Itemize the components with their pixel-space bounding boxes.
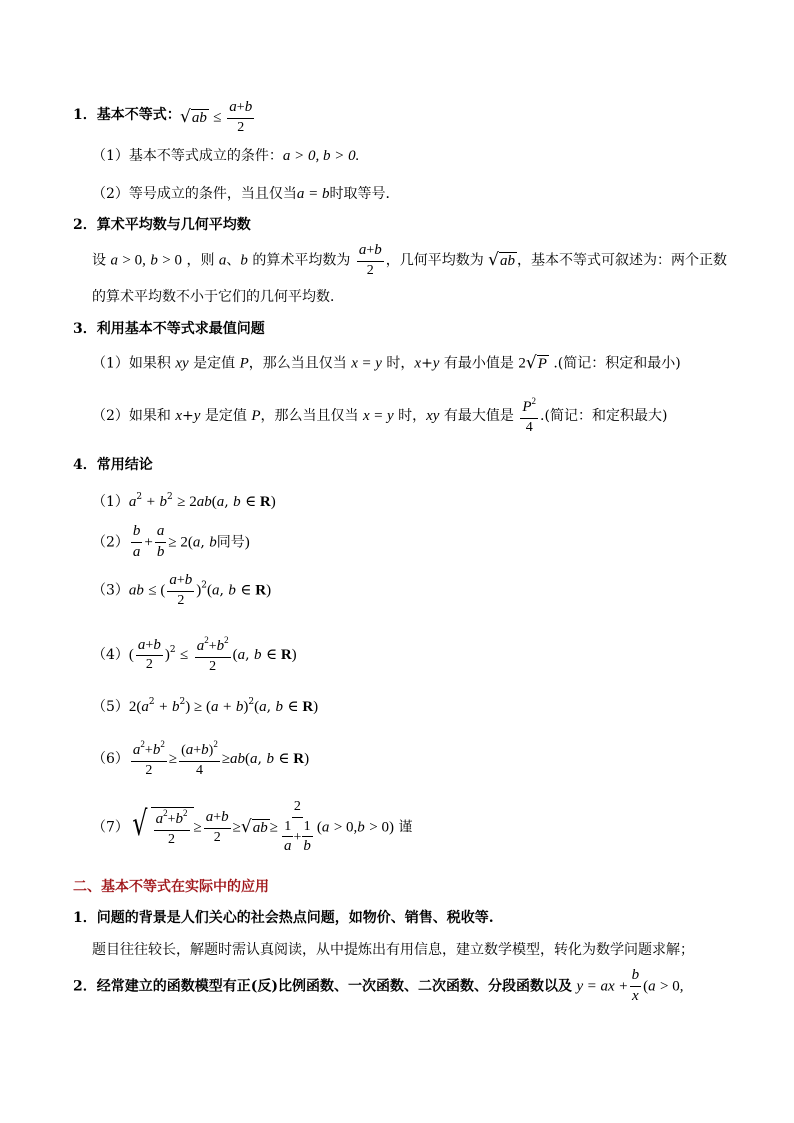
s1-item1-math: a > 0, b > 0. xyxy=(282,148,360,164)
s1-item1 xyxy=(92,149,359,164)
conclusion-2: （2） $\frac{b}{a}$ + $\frac{a}{b}$ ≥ 2(a, b同号) xyxy=(92,523,250,560)
conclusion-5: $(5)2(a^2 + b^2) \ge (a + b)^2(a$, b ∈ R) xyxy=(92,697,319,715)
part2-heading: 二、基本不等式在实际中的应用 xyxy=(73,879,269,895)
section1-number: 1． xyxy=(73,107,97,123)
conclusion-1: $(1)a^2 + b^2 \ge 2ab(a$, b ∈ R) xyxy=(92,492,276,510)
section1-title: 基本不等式： xyxy=(96,107,181,123)
s2-line1: 设 a > 0, b > 0 ，则 a、b 的算术平均数为 $\frac{a+b}{2}$ ，几何平均数为 √ ab ，基本不等式可叙述为：两个正数 xyxy=(92,242,728,278)
section3-heading xyxy=(73,322,265,336)
s1-item2-text-a: （2）等号成立的条件，当且仅当 xyxy=(92,186,297,202)
s2-line2: 的算术平均数不小于它们的几何平均数． xyxy=(92,289,344,305)
part2-point2: 2．经常建立的函数模型有正(反)比例函数、一次函数、二次函数、分段函数以及 y = ax + $\frac{b}{x}$ (a > 0, xyxy=(73,967,684,1004)
part2-point2-number: 2． xyxy=(73,978,97,995)
s1-item2 xyxy=(92,187,400,202)
s1-item2-text-b: 时取等号． xyxy=(329,186,400,202)
section2-number: 2． xyxy=(73,217,97,233)
section2-title: 算术平均数与几何平均数 xyxy=(96,217,251,233)
part2-point1-body: 题目往往较长，解题时需认真阅读，从中提炼出有用信息，建立数学模型，转化为数学问题求解； xyxy=(92,942,694,958)
conclusion-4: （4）( $\frac{a+b}{2}$ )$^2$ ≤ $\frac{a^2+b^2}{2}$ (a, b ∈ R) xyxy=(92,635,297,674)
part2-point1-heading xyxy=(73,911,494,925)
conclusion-7: （7） √ $\frac{a^2+b^2}{2}$ ≥ $\frac{a+b}{2}$ ≥ √ ab ≥ 2 $\frac{1}{a}$ + $\frac{1}{b}$ (a > 0,b > 0) 谨 xyxy=(92,799,413,855)
section1-formula: √ ab ≤ $\frac{a+b}{2}$ xyxy=(180,99,253,135)
section4-title: 常用结论 xyxy=(96,457,153,473)
s3-item1: （1）如果积 xy 是定值 P，那么当且仅当 x = y 时，x+y 有最小值是 2 √ P .(简记：积定和最小) xyxy=(92,353,681,373)
section3-number: 3． xyxy=(73,321,97,337)
section1-heading xyxy=(73,108,181,122)
section4-heading xyxy=(73,458,153,472)
section3-title: 利用基本不等式求最值问题 xyxy=(96,321,265,337)
part2-point1-number: 1． xyxy=(73,910,97,926)
section2-heading xyxy=(73,218,251,232)
part2-point1-title: 问题的背景是人们关心的社会热点问题，如物价、销售、税收等. xyxy=(96,910,494,926)
section4-number: 4． xyxy=(73,457,97,473)
conclusion-6: （6） $\frac{a^2+b^2}{2}$ ≥ $\frac{(a+b)^2}{4}$ ≥ab(a, b ∈ R) xyxy=(92,739,310,778)
s3-item2: （2）如果和 x+y 是定值 P，那么当且仅当 x = y 时，xy 有最大值是 $\frac{P^2}{4}$ .(简记：和定积最大) xyxy=(92,396,668,435)
conclusion-3: （3）ab ≤ ( $\frac{a+b}{2}$ )$^2$(a, b ∈ R) xyxy=(92,572,272,608)
s1-item2-math: a = b xyxy=(296,186,330,202)
part2-point2-title: 经常建立的函数模型有正(反)比例函数、一次函数、二次函数、分段函数以及 xyxy=(96,978,572,995)
s1-item1-text: （1）基本不等式成立的条件： xyxy=(92,148,283,164)
